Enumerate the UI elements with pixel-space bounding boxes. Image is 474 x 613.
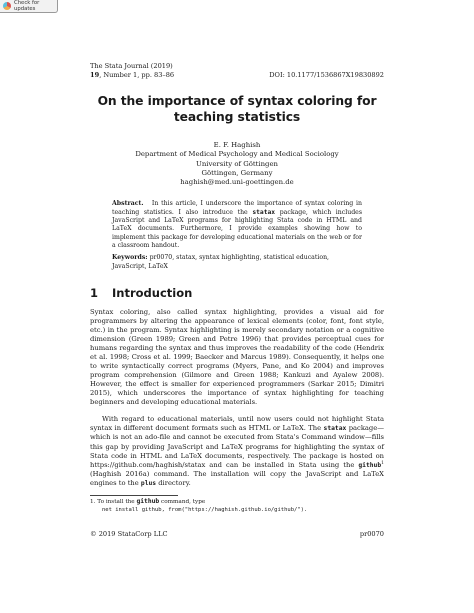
footer-article-code: pr0070	[359, 530, 384, 538]
p2-text-c: (Haghish 2016a) command. The installation will copy the JavaScript and LaTeX engines to the	[90, 469, 384, 487]
abstract-text-2: package, which includes JavaScript and LaTeX programs for highlighting Stata code in HTML and LaTeX documents. Furthermore, I provide examples showing how to implement this package for developing educational materials on the web or for a classroom handout.	[112, 208, 362, 249]
footer-copyright: © 2019 StataCorp LLC	[90, 530, 168, 538]
keywords	[112, 254, 362, 271]
keywords-text: pr0070, statax, syntax highlighting, statistical education, JavaScript, LaTeX	[112, 254, 330, 270]
paper-page	[90, 62, 384, 488]
check-for-updates-label: Check for updates	[14, 0, 40, 12]
p2-text-d: directory.	[158, 478, 191, 487]
footnote-line	[90, 498, 384, 507]
author-department: Department of Medical Psychology and Medical Sociology	[135, 150, 339, 159]
p2-text-b: package—which is not an ado-file and cannot be executed from Stata's Command window—fills this gap by providing JavaScript and LaTeX programs for highlighting the syntax of Stata code in HTML and LaTeX documents, respectively. The package is hosted on https://github.com/haghish/statax and can be installed in Stata using the	[90, 424, 384, 469]
abstract-text-1: In this article, I underscore the importance of syntax coloring in teaching statistics. I also introduce the	[112, 200, 362, 216]
abstract-package-name: statax	[252, 208, 276, 216]
body-paragraph-1: Syntax coloring, also called syntax highlighting, provides a visual aid for programmers by altering the appearance of lexical elements (color, font, font style, etc.) in the program. Syntax highlighting is merely secondary notation or a cognitive dimension (Green 1989; Green and Petre 1996) that provides perceptual cues for humans regarding the syntax and thus improves the readability of the code (Hendrix et al. 1998; Cross et al. 1999; Baecker and Marcus 1989). Consequently, it helps one to write syntactically correct programs (Myers, Pane, and Ko 2004) and improves program comprehension (Gilmore and Green 1988; Kankuzi and Ayalew 2008). However, the effect is smaller for experienced programmers (Sarkar 2015; Dimitri 2015), which underscores the importance of syntax highlighting for teaching beginners and developing educational materials.	[90, 307, 384, 407]
issue-pages: , Number 1, pp. 83–86	[99, 71, 175, 79]
p2-package-name: statax	[323, 425, 347, 433]
footnote-divider	[90, 495, 178, 496]
author-city: Göttingen, Germany	[201, 168, 273, 177]
doi[interactable]: DOI: 10.1177/1536867X19830892	[269, 71, 384, 79]
keywords-label: Keywords:	[112, 254, 148, 262]
paper-title	[90, 93, 384, 125]
footnote-code: net install github, from("https://haghish.github.io/github/").	[102, 506, 308, 513]
section-title: Introduction	[112, 285, 193, 300]
p2-directory-name: plus	[140, 479, 157, 487]
author-block	[90, 141, 384, 187]
p2-text-a: With regard to educational materials, until now users could not highlight Stata syntax in different document formats such as HTML or LaTeX. The	[90, 415, 384, 433]
crossmark-icon	[3, 2, 11, 10]
footnote-text-b: command, type	[161, 499, 206, 505]
abstract	[112, 200, 362, 250]
issue-row	[90, 71, 384, 80]
author-university: University of Göttingen	[196, 159, 278, 168]
p2-command-name: github	[358, 461, 382, 469]
check-for-updates-badge[interactable]	[0, 0, 58, 13]
section-heading	[90, 286, 384, 300]
title-line-2: teaching statistics	[173, 110, 301, 124]
title-line-1: On the importance of syntax coloring for	[97, 94, 377, 108]
section-number: 1	[90, 285, 99, 300]
page-footer	[90, 530, 384, 538]
footnote-command: github	[136, 498, 160, 505]
footnote	[90, 498, 384, 514]
author-name: E. F. Haghish	[213, 141, 261, 149]
journal-name: The Stata Journal (2019)	[90, 62, 173, 70]
issue-info	[90, 71, 174, 80]
footnote-text-a: 1. To install the	[90, 499, 135, 505]
abstract-label: Abstract.	[112, 200, 144, 208]
body-paragraph-2	[90, 415, 384, 487]
volume-number: 19	[90, 71, 100, 79]
author-email[interactable]: haghish@med.uni-goettingen.de	[180, 178, 294, 187]
footnote-marker[interactable]: 1	[381, 460, 384, 466]
